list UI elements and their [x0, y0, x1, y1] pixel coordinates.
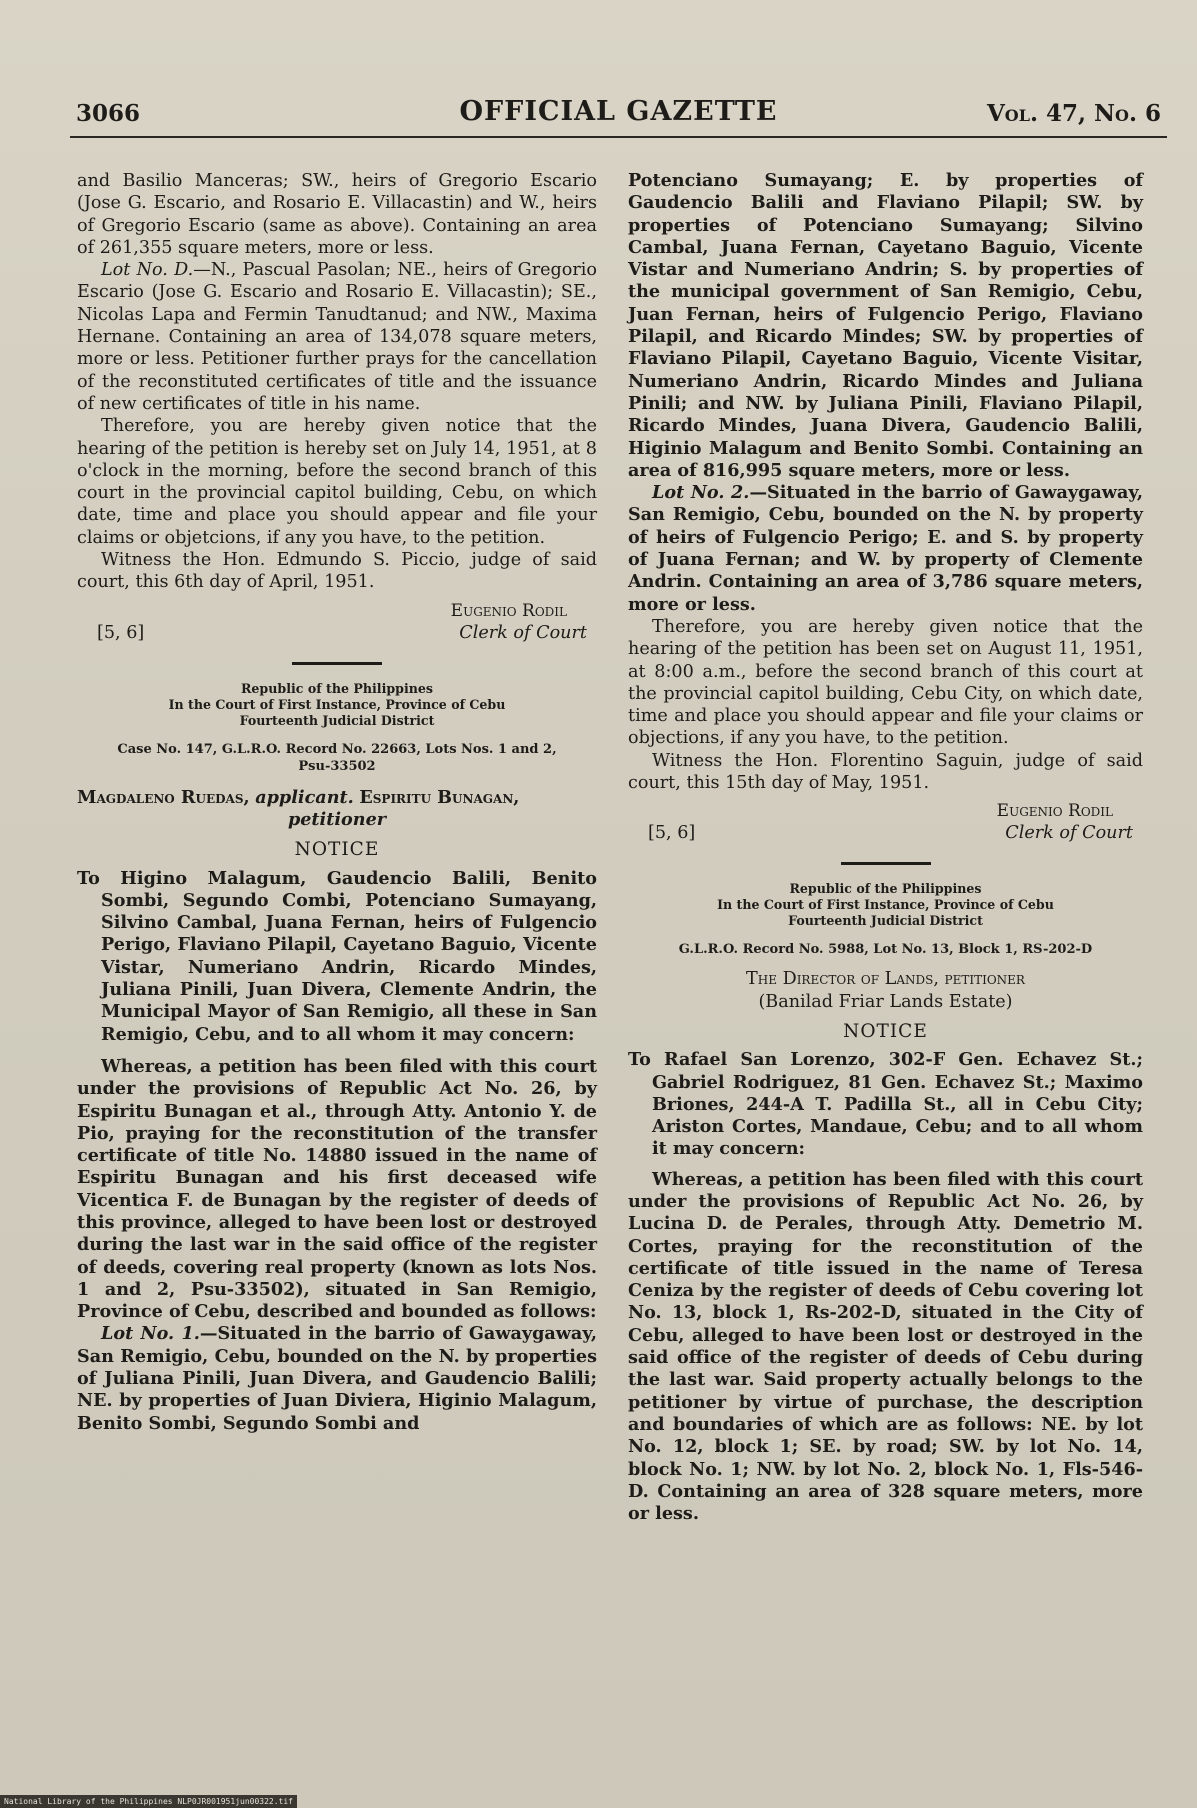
- right-column: [628, 170, 1143, 1525]
- signatory-title: Clerk of Court: [1005, 823, 1133, 844]
- applicant-role: applicant.: [255, 786, 354, 808]
- court-heading-line: In the Court of First Instance, Province of Cebu: [717, 897, 1054, 913]
- paragraph: [628, 482, 1143, 616]
- estate-name: (Banilad Friar Lands Estate): [758, 991, 1013, 1012]
- petitioner-role: petitioner: [287, 808, 387, 830]
- page-number: 3066: [76, 100, 141, 127]
- left-column: [77, 170, 597, 1435]
- signature-block: [628, 800, 1143, 848]
- signatory-name: Eugenio Rodil: [450, 600, 567, 621]
- court-heading-line: Fourteenth Judicial District: [239, 712, 435, 728]
- notice-addressees: To Higino Malagum, Gaudencio Balili, Benito Sombi, Segundo Combi, Potenciano Sumayang, Silvino Cambal, Juana Fernan, heirs of Fulgencio Perigo, Flaviano Pilapil, Cayetano Baguio, Vicente Vistar, Numeriano Andrin, Ricardo Mindes, Juliana Pinili, Juan Divera, Clemente Andrin, the Municipal Mayor of San Remigio, all these in San Remigio, Cebu, and to all whom it may concern:: [77, 867, 597, 1045]
- court-heading-line: Republic of the Philippines: [240, 680, 434, 696]
- paragraph-text: —N., Pascual Pasolan; NE., heirs of Gregorio Escario (Jose G. Escario and Rosario E. Villacastin); SE., Nicolas Lapa and Fermin Tanudtanud; and NW., Maxima Hernane. Containing an area of 134,078 square meters, more or less. Petitioner further prays for the cancellation of the reconstituted certificates of title and the issuance of new certificates of title in his name.: [77, 260, 597, 414]
- case-reference: G.L.R.O. Record No. 5988, Lot No. 13, Block 1, RS-202-D: [678, 942, 1093, 958]
- paragraph: Potenciano Sumayang; E. by properties of Gaudencio Balili and Flaviano Pilapil; SW. by properties of Potenciano Sumayang; Silvino Cambal, Juana Fernan, Cayetano Baguio, Vicente Vistar and Numeriano Andrin; S. by properties of the municipal government of San Remigio, Cebu, Juan Fernan, heirs of Fulgencio Perigo, Flaviano Pilapil, and Ricardo Mindes; SW. by properties of Flaviano Pilapil, Cayetano Baguio, Vicente Visitar, Numeriano Andrin, Ricardo Mindes and Juliana Pinili; and NW. by Juliana Pinili, Flaviano Pilapil, Ricardo Mindes, Juana Divera, Gaudencio Balili, Higinio Malagum and Benito Sombi. Containing an area of 816,995 square meters, more or less.: [628, 170, 1143, 481]
- paragraph: Therefore, you are hereby given notice that the hearing of the petition is hereby set on July 14, 1951, at 8 o'clock in the morning, before the second branch of this court in the provincial capitol building, Cebu, on which date, time and place you should appear and file your claims or objetcions, if any you have, to the petition.: [77, 416, 597, 548]
- scan-footer: National Library of the Philippines NLP0JR001951jun00322.tif: [0, 1795, 297, 1808]
- paragraph: Witness the Hon. Florentino Saguin, judge of said court, this 15th day of May, 1951.: [628, 750, 1143, 794]
- section-divider: [292, 662, 382, 665]
- paragraph: Whereas, a petition has been filed with this court under the provisions of Republic Act No. 26, by Espiritu Bunagan et al., through Atty. Antonio Y. de Pio, praying for the reconstitution of the transfer certificate of title No. 14880 issued in the name of Espiritu Bunagan and his first deceased wife Vicentica F. de Bunagan by the register of deeds of this province, alleged to have been lost or destroyed during the last war in the said office of the register of deeds, covering real property (known as lots Nos. 1 and 2, Psu-33502), situated in San Remigio, Province of Cebu, described and bounded as follows:: [77, 1055, 597, 1323]
- court-heading-line: Fourteenth Judicial District: [788, 913, 983, 929]
- case-reference: Psu-33502: [298, 758, 376, 774]
- notice-addressees: To Rafael San Lorenzo, 302-F Gen. Echavez St.; Gabriel Rodriguez, 81 Gen. Echavez St.; Maximo Briones, 244-A T. Padilla St., all in Cebu City; Ariston Cortes, Mandaue, Cebu; and to all whom it may concern:: [628, 1049, 1143, 1160]
- applicant-name: Magdaleno Ruedas,: [77, 786, 250, 808]
- petitioner-name: Espiritu Bunagan,: [359, 786, 520, 808]
- petitioner-line: The Director of Lands, petitioner: [746, 969, 1025, 990]
- lot-label: Lot No. 1.: [101, 1323, 200, 1345]
- signatory-name: Eugenio Rodil: [996, 801, 1113, 822]
- page-header: [70, 96, 1167, 138]
- parties-line: [77, 787, 597, 809]
- paragraph-text: —Situated in the barrio of Gawaygaway, San Remigio, Cebu, bounded on the N. by properties of Juliana Pinili, Juan Divera, and Gaudencio Balili; NE. by properties of Juan Diviera, Higinio Malagum, Benito Sombi, Segundo Sombi and: [77, 1323, 597, 1434]
- paragraph: Whereas, a petition has been filed with this court under the provisions of Republic Act No. 26, by Lucina D. de Perales, through Atty. Demetrio M. Cortes, praying for the reconstitution of the certificate of title issued in the name of Teresa Ceniza by the register of deeds of Cebu covering lot No. 13, block 1, Rs-202-D, situated in the City of Cebu, alleged to have been lost or destroyed in the said office of the register of deeds of Cebu during the last war. Said property actually belongs to the petitioner by virtue of purchase, the description and boundaries of which are as follows: NE. by lot No. 12, block 1; SE. by road; SW. by lot No. 14, block No. 1; NW. by lot No. 2, block No. 1, Fls-546-D. Containing an area of 328 square meters, more or less.: [628, 1168, 1143, 1525]
- paragraph: Witness the Hon. Edmundo S. Piccio, judge of said court, this 6th day of April, 1951.: [77, 550, 597, 593]
- paragraph: [77, 1323, 597, 1434]
- volume-number: Vol. 47, No. 6: [986, 100, 1161, 127]
- lot-label: Lot No. 2.: [652, 482, 750, 504]
- court-heading-line: In the Court of First Instance, Province of Cebu: [168, 696, 506, 712]
- publication-title: OFFICIAL GAZETTE: [459, 96, 778, 127]
- issue-tag: [5, 6]: [648, 823, 696, 844]
- section-divider: [841, 862, 931, 865]
- notice-heading: NOTICE: [294, 839, 380, 861]
- signatory-title: Clerk of Court: [459, 622, 587, 643]
- paragraph: Therefore, you are hereby given notice that the hearing of the petition has been set on August 11, 1951, at 8:00 a.m., before the second branch of this court at the provincial capitol building, Cebu City, on which date, time and place you should appear and file your claims or objections, if any you have, to the petition.: [628, 616, 1143, 749]
- court-heading-line: Republic of the Philippines: [789, 881, 982, 897]
- signature-block: [77, 600, 597, 648]
- notice-heading: NOTICE: [843, 1020, 928, 1042]
- lot-label: Lot No. D.: [101, 260, 194, 281]
- issue-tag: [5, 6]: [97, 622, 145, 643]
- paragraph: and Basilio Manceras; SW., heirs of Gregorio Escario (Jose G. Escario, and Rosario E. Villacastin) and W., heirs of Gregorio Escario (same as above). Containing an area of 261,355 square meters, more or less.: [77, 171, 597, 258]
- paragraph-text: —Situated in the barrio of Gawaygaway, San Remigio, Cebu, bounded on the N. by property of heirs of Fulgencio Perigo; E. and S. by property of Juana Fernan; and W. by property of Clemente Andrin. Containing an area of 3,786 square meters, more or less.: [628, 482, 1144, 615]
- paragraph: [77, 259, 597, 415]
- case-reference: Case No. 147, G.L.R.O. Record No. 22663, Lots Nos. 1 and 2,: [117, 741, 557, 757]
